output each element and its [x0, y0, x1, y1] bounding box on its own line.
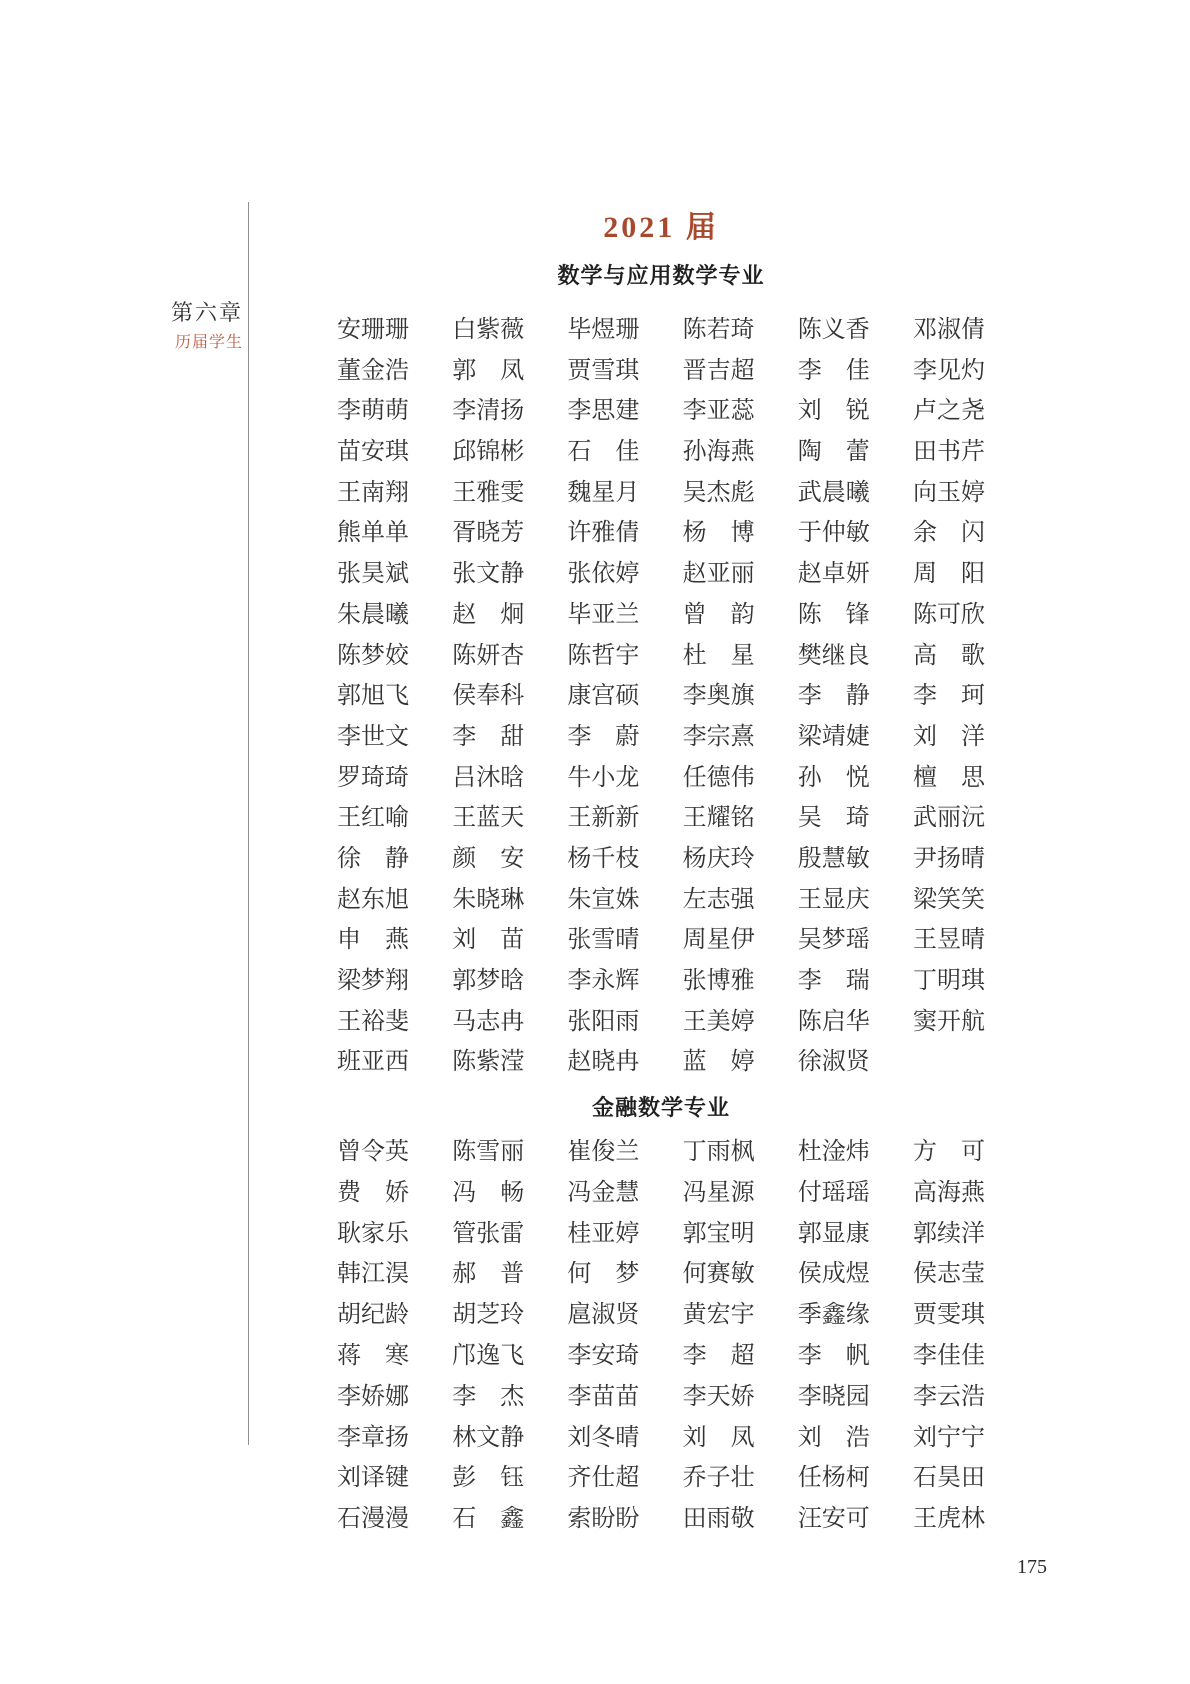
student-name: 曾 令 英: [337, 1139, 409, 1165]
student-name: 马 志 冉: [452, 1008, 525, 1035]
student-name: 何 赛 敏: [682, 1261, 755, 1288]
student-name: 胥 晓 芳: [452, 520, 525, 547]
chapter-section-label: 历届学生: [174, 334, 243, 351]
student-name: 李 宗 熹: [682, 723, 755, 750]
student-name: 陈 可 欣: [912, 601, 985, 628]
student-name: 李 静: [797, 683, 870, 710]
student-name: 武 丽 沅: [912, 805, 985, 832]
student-name: 赵 卓 妍: [797, 561, 870, 588]
student-name: 左 志 强: [682, 886, 755, 913]
student-name: 梁 靖 婕: [797, 723, 870, 750]
student-name: 檀 思: [912, 764, 985, 791]
student-name: 齐 仕 超: [567, 1465, 640, 1492]
student-name: 罗 琦 琦: [337, 764, 409, 791]
student-name: 晋 吉 超: [682, 357, 755, 384]
student-name: 邱 锦 彬: [452, 439, 525, 466]
student-name: 韩 江 淏: [337, 1261, 409, 1288]
student-name: 彭 钰: [452, 1465, 525, 1492]
student-name: 石 鑫: [452, 1506, 525, 1533]
student-name: 田 书 芹: [912, 439, 985, 466]
student-name: 陈 锋: [797, 601, 870, 628]
student-name: 王 虎 林: [912, 1506, 985, 1533]
student-name: 杨 庆 玲: [682, 845, 755, 872]
student-name: 吴 梦 瑶: [797, 927, 870, 954]
student-name: 胡 纪 龄: [337, 1302, 409, 1329]
student-name: 王 显 庆: [797, 886, 870, 913]
student-name: 管 张 雷: [452, 1220, 525, 1247]
student-name: 武 晨 曦: [797, 479, 870, 506]
student-name: 扈 淑 贤: [567, 1302, 640, 1329]
page-content: [337, 0, 985, 1684]
student-name: 李 亚 蕊: [682, 398, 755, 425]
student-name: 桂 亚 婷: [567, 1220, 640, 1247]
student-name: 李 蔚: [567, 723, 640, 750]
student-name: 李 瑞: [797, 968, 870, 994]
student-name: 徐 淑 贤: [797, 1049, 870, 1076]
student-name: 苗 安 琪: [337, 439, 409, 466]
page-title: 2021 届: [603, 211, 719, 244]
student-name: 田 雨 敬: [682, 1506, 755, 1533]
student-name: 刘 凤: [682, 1424, 755, 1451]
student-name: 朱 晓 琳: [452, 886, 525, 913]
student-name: 李 章 扬: [337, 1424, 409, 1451]
student-name: 王 红 喻: [337, 805, 409, 832]
student-name: 王 耀 铭: [682, 805, 755, 832]
student-name: 张 文 静: [452, 561, 525, 588]
student-name: 王 新 新: [567, 805, 640, 832]
student-name: 郝 普: [452, 1261, 525, 1288]
student-name: 季 鑫 缘: [797, 1302, 870, 1329]
student-name: 李 杰: [452, 1383, 525, 1410]
student-name: 陶 蕾: [797, 439, 870, 466]
student-name: 李 安 琦: [567, 1342, 640, 1369]
student-name: 林 文 静: [452, 1424, 525, 1451]
section-heading: 数学与应用数学专业: [557, 263, 765, 288]
student-name: 蒋 寒: [337, 1342, 409, 1369]
student-name: 张 阳 雨: [567, 1008, 640, 1035]
student-name: 熊 单 单: [337, 520, 409, 547]
student-name: 侯 志 莹: [912, 1261, 985, 1288]
chapter-label: 第六章: [170, 300, 243, 325]
student-name: 郭 续 洋: [912, 1220, 985, 1247]
student-name: 陈 启 华: [797, 1008, 870, 1035]
student-name: 陈 若 琦: [682, 317, 755, 343]
student-name: 梁 梦 翔: [337, 968, 409, 994]
student-name: 牛 小 龙: [567, 764, 640, 791]
student-name: 吕 沐 晗: [452, 764, 525, 791]
student-name: 白 紫 薇: [452, 317, 525, 343]
student-name: 董 金 浩: [337, 357, 409, 384]
student-name: 颜 安: [452, 845, 525, 872]
student-name: 李 奥 旗: [682, 683, 755, 710]
student-name: 张 博 雅: [682, 968, 755, 994]
student-name: 方 可: [912, 1139, 985, 1165]
student-name: 石 佳: [567, 439, 640, 466]
student-name: 申 燕: [337, 927, 409, 954]
student-name: 刘 宁 宁: [912, 1424, 985, 1451]
student-name: 石 漫 漫: [337, 1506, 409, 1533]
student-name: 陈 梦 姣: [337, 642, 409, 669]
student-name: 邝 逸 飞: [452, 1342, 525, 1369]
student-name: 郭 旭 飞: [337, 683, 409, 710]
student-name: 吴 杰 彪: [682, 479, 755, 506]
student-name: 费 娇: [337, 1179, 409, 1206]
student-name: 刘 冬 晴: [567, 1424, 640, 1451]
sidebar-divider-line: [248, 202, 249, 1445]
student-name: 冯 金 慧: [567, 1179, 640, 1206]
student-name: 陈 义 香: [797, 317, 870, 343]
student-name: 汪 安 可: [797, 1506, 870, 1533]
student-name: 耿 家 乐: [337, 1220, 409, 1247]
student-name: 于 仲 敏: [797, 520, 870, 547]
student-name: 乔 子 壮: [682, 1465, 755, 1492]
student-name: 李 佳 佳: [912, 1342, 985, 1369]
student-name: 殷 慧 敏: [797, 845, 870, 872]
student-name: 余 闪: [912, 520, 985, 547]
student-name: 丁 明 琪: [912, 968, 985, 994]
student-name: 任 杨 柯: [797, 1465, 870, 1492]
student-name: 胡 芝 玲: [452, 1302, 525, 1329]
student-name: 刘 译 键: [337, 1465, 409, 1492]
student-name: 李 珂: [912, 683, 985, 710]
student-name: 许 雅 倩: [567, 520, 640, 547]
student-name-grid: [337, 318, 985, 1074]
student-name: 李 超: [682, 1342, 755, 1369]
student-name: 孙 悦: [797, 764, 870, 791]
student-name: 李 天 娇: [682, 1383, 755, 1410]
student-name: 付 瑶 瑶: [797, 1179, 870, 1206]
student-name: 李 晓 园: [797, 1383, 870, 1410]
student-name: 何 梦: [567, 1261, 640, 1288]
student-name: 郭 显 康: [797, 1220, 870, 1247]
student-name: 郭 梦 晗: [452, 968, 525, 994]
student-name: 侯 成 煜: [797, 1261, 870, 1288]
student-name: 曾 韵: [682, 601, 755, 628]
student-name: 陈 妍 杏: [452, 642, 525, 669]
student-name: 冯 星 源: [682, 1179, 755, 1206]
student-name: 王 蓝 天: [452, 805, 525, 832]
student-name: 赵 晓 冉: [567, 1049, 640, 1076]
student-name: 魏 星 月: [567, 479, 640, 506]
student-name: 卢 之 尧: [912, 398, 985, 425]
student-name: 班 亚 西: [337, 1049, 409, 1076]
section-heading: 金融数学专业: [591, 1095, 730, 1120]
student-name: 任 德 伟: [682, 764, 755, 791]
student-name: 李 世 文: [337, 723, 409, 750]
student-name: 李 苗 苗: [567, 1383, 640, 1410]
student-name: 张 雪 晴: [567, 927, 640, 954]
student-name: 朱 晨 曦: [337, 601, 409, 628]
student-name: 杜 星: [682, 642, 755, 669]
student-name: 毕 煜 珊: [567, 317, 640, 343]
student-name: 侯 奉 科: [452, 683, 525, 710]
student-name: 刘 浩: [797, 1424, 870, 1451]
student-name: 李 甜: [452, 723, 525, 750]
student-name: 毕 亚 兰: [567, 601, 640, 628]
student-name: 赵 炯: [452, 601, 525, 628]
student-name: 王 雅 雯: [452, 479, 525, 506]
student-name: 康 宫 硕: [567, 683, 640, 710]
student-name: 安 珊 珊: [337, 317, 409, 343]
student-name: 刘 苗: [452, 927, 525, 954]
student-name: 李 清 扬: [452, 398, 525, 425]
student-name: 朱 宣 姝: [567, 886, 640, 913]
student-name: 邓 淑 倩: [912, 317, 985, 343]
student-name: 向 玉 婷: [912, 479, 985, 506]
student-name: 陈 哲 宇: [567, 642, 640, 669]
student-name: 王 南 翔: [337, 479, 409, 506]
student-name: 周 星 伊: [682, 927, 755, 954]
page-number: 175: [1017, 1556, 1047, 1578]
student-name: 李 永 辉: [567, 968, 640, 994]
student-name: 李 见 灼: [912, 357, 985, 384]
student-name: 崔 俊 兰: [567, 1139, 640, 1165]
chapter-sidebar: [110, 301, 243, 352]
student-name: 李 云 浩: [912, 1383, 985, 1410]
student-name: 李 娇 娜: [337, 1383, 409, 1410]
student-name: 冯 畅: [452, 1179, 525, 1206]
student-name: 赵 东 旭: [337, 886, 409, 913]
student-name-grid: [337, 1140, 985, 1531]
student-name: 徐 静: [337, 845, 409, 872]
student-name: 窦 开 航: [912, 1008, 985, 1035]
student-name: 陈 紫 滢: [452, 1049, 525, 1076]
student-name: 贾 雪 琪: [567, 357, 640, 384]
student-name: 王 裕 斐: [337, 1008, 409, 1035]
student-name: 刘 洋: [912, 723, 985, 750]
student-name: 赵 亚 丽: [682, 561, 755, 588]
student-name: 郭 宝 明: [682, 1220, 755, 1247]
student-name: 吴 琦: [797, 805, 870, 832]
student-name: 石 昊 田: [912, 1465, 985, 1492]
student-name: 索 盼 盼: [567, 1506, 640, 1533]
student-name: 李 佳: [797, 357, 870, 384]
student-name: 蓝 婷: [682, 1049, 755, 1076]
student-name: 黄 宏 宇: [682, 1302, 755, 1329]
student-name: 孙 海 燕: [682, 439, 755, 466]
student-name: 杨 博: [682, 520, 755, 547]
student-name: 王 昱 晴: [912, 927, 985, 954]
student-name: 李 帆: [797, 1342, 870, 1369]
student-name: 杜 淦 炜: [797, 1139, 870, 1165]
student-name: 李 思 建: [567, 398, 640, 425]
student-name: 刘 锐: [797, 398, 870, 425]
student-name: 尹 扬 晴: [912, 845, 985, 872]
student-name: 郭 凤: [452, 357, 525, 384]
student-name: 张 依 婷: [567, 561, 640, 588]
student-name: 杨 千 枝: [567, 845, 640, 872]
student-name: 樊 继 良: [797, 642, 870, 669]
student-name: 周 阳: [912, 561, 985, 588]
student-name: 高 歌: [912, 642, 985, 669]
student-name: 李 萌 萌: [337, 398, 409, 425]
student-name: 张 昊 斌: [337, 561, 409, 588]
student-name: 陈 雪 丽: [452, 1139, 525, 1165]
student-name: 贾 雯 琪: [912, 1302, 985, 1329]
student-name: 高 海 燕: [912, 1179, 985, 1206]
student-name: 王 美 婷: [682, 1008, 755, 1035]
student-name: [913, 1050, 985, 1074]
student-name: 丁 雨 枫: [682, 1139, 755, 1165]
student-name: 梁 笑 笑: [912, 886, 985, 913]
